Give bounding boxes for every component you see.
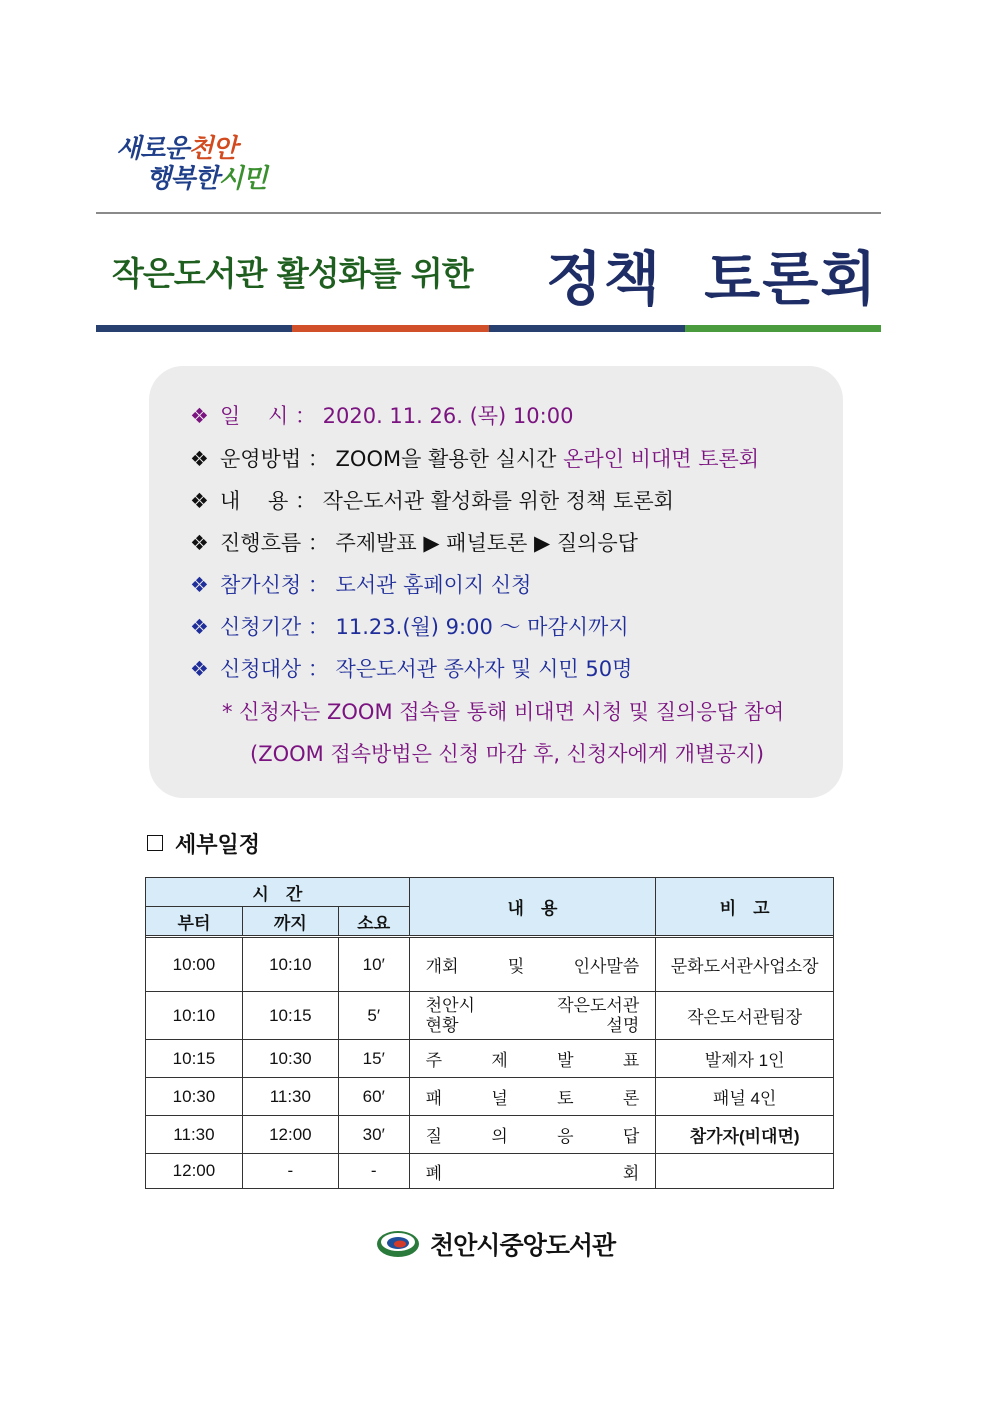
info-apply: ❖ 참가신청 ： 도서관 홈페이지 신청	[190, 573, 532, 597]
table-row: 10:00 10:10 10′ 개회 및 인사말씀 문화도서관사업소장	[146, 938, 834, 992]
header-from: 부터	[146, 907, 243, 936]
slogan-line-2: 행복한시민	[146, 164, 267, 194]
diamond-icon: ❖	[190, 573, 209, 597]
header-time: 시 간	[146, 878, 410, 907]
color-bar-green	[685, 325, 881, 332]
top-divider	[96, 212, 881, 214]
slogan-logo	[116, 128, 286, 192]
slogan-line-1: 새로운천안	[116, 134, 237, 164]
info-date: ❖ 일 시 ： 2020. 11. 26. (목) 10:00	[190, 404, 574, 428]
diamond-icon: ❖	[190, 615, 209, 639]
info-method: ❖ 운영방법 ： ZOOM을 활용한 실시간 온라인 비대면 토론회	[190, 447, 760, 471]
info-note-1: * 신청자는 ZOOM 접속을 통해 비대면 시청 및 질의응답 참여	[222, 700, 785, 724]
diamond-icon: ❖	[190, 447, 209, 471]
info-note-2: (ZOOM 접속방법은 신청 마감 후, 신청자에게 개별공지)	[250, 742, 765, 766]
table-row: 10:30 11:30 60′ 패 널 토 론 패널 4인	[146, 1078, 834, 1116]
header-duration: 소요	[338, 907, 409, 936]
info-flow: ❖ 진행흐름 ： 주제발표 ▶ 패널토론 ▶ 질의응답	[190, 531, 638, 555]
table-row: 12:00 - - 폐 회	[146, 1154, 834, 1189]
color-bar-orange	[292, 325, 488, 332]
header-content: 내 용	[409, 878, 656, 936]
section-title: 세부일정	[147, 828, 260, 859]
info-target: ❖ 신청대상 ： 작은도서관 종사자 및 시민 50명	[190, 657, 633, 681]
schedule-table	[145, 877, 834, 1189]
header-note: 비 고	[656, 878, 834, 936]
color-divider	[96, 325, 881, 332]
footer-logo	[376, 1226, 615, 1262]
diamond-icon: ❖	[190, 489, 209, 513]
diamond-icon: ❖	[190, 531, 209, 555]
footer-name: 천안시중앙도서관	[430, 1231, 616, 1260]
diamond-icon: ❖	[190, 657, 209, 681]
library-emblem-icon	[376, 1229, 420, 1259]
table-row: 10:15 10:30 15′ 주 제 발 표 발제자 1인	[146, 1040, 834, 1078]
page-title: 정책 토론회	[546, 245, 879, 313]
title-subtitle: 작은도서관 활성화를 위한	[112, 254, 473, 293]
info-content: ❖ 내 용 ： 작은도서관 활성화를 위한 정책 토론회	[190, 489, 674, 513]
table-row: 11:30 12:00 30′ 질 의 응 답 참가자(비대면)	[146, 1116, 834, 1154]
table-row: 10:10 10:15 5′ 천안시 작은도서관 현황 설명 작은도서관팀장	[146, 992, 834, 1040]
square-icon	[147, 835, 163, 851]
diamond-icon: ❖	[190, 404, 209, 428]
color-bar-navy	[96, 325, 292, 332]
header-to: 까지	[242, 907, 338, 936]
color-bar-navy-2	[489, 325, 685, 332]
info-period: ❖ 신청기간 ： 11.23.(월) 9:00 ～ 마감시까지	[190, 615, 629, 639]
